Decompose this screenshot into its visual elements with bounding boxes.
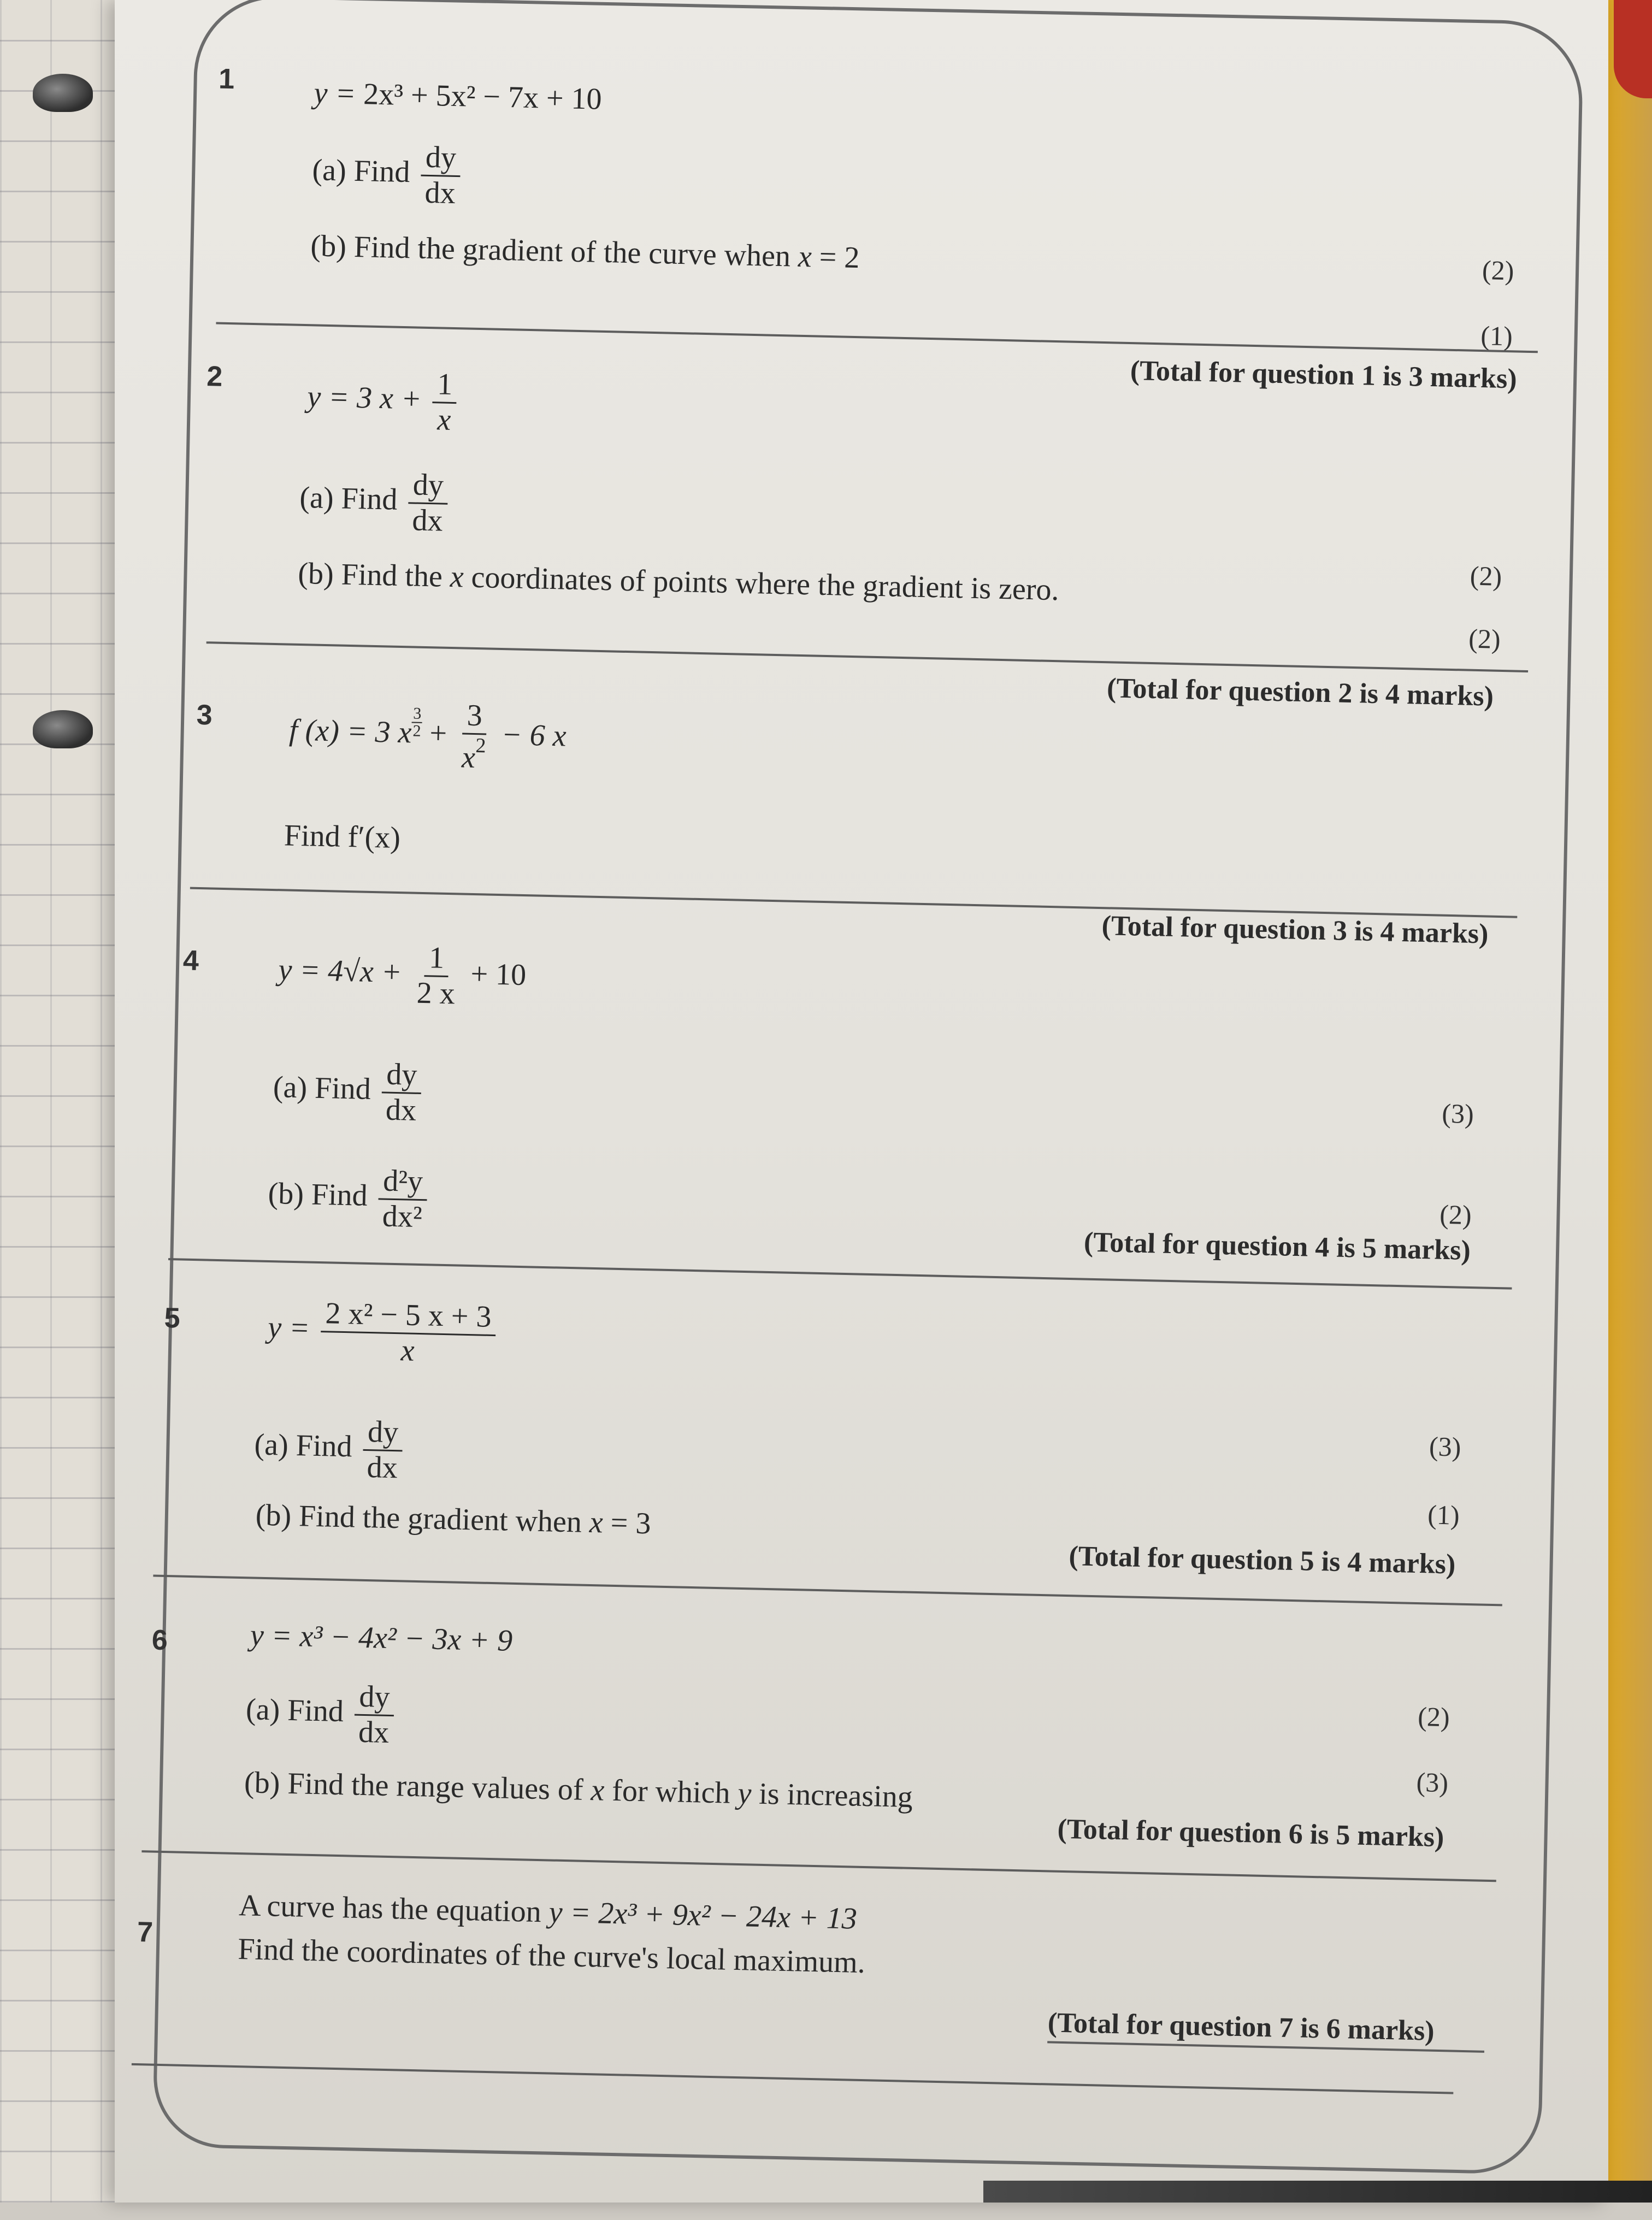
question-4-total: (Total for question 4 is 5 marks)	[1083, 1226, 1471, 1266]
question-6-number: 6	[151, 1624, 168, 1657]
divider	[216, 322, 1538, 353]
question-5-marks-b: (1)	[1427, 1499, 1460, 1531]
q3-plus: +	[429, 716, 447, 751]
q6a-prefix: (a) Find	[245, 1692, 344, 1729]
q2-frac-den: x	[436, 402, 452, 437]
q2b-text: (b) Find the	[297, 556, 443, 594]
question-4-part-a	[272, 1055, 425, 1127]
q6b-mid: for which	[611, 1773, 731, 1810]
q1b-text: (b) Find the gradient of the curve when	[310, 229, 791, 274]
q6b-text: (b) Find the range values of	[244, 1766, 584, 1807]
q6-terms: x³ − 4x² − 3x + 9	[299, 1619, 513, 1658]
question-6-part-a	[245, 1678, 398, 1750]
q3-lhs: f (x) = 3 x	[288, 713, 412, 750]
q4b-dx2: dx²	[382, 1199, 423, 1234]
q4a-prefix: (a) Find	[273, 1070, 371, 1106]
q5b-text: (b) Find the gradient when	[255, 1498, 582, 1539]
q2a-dx: dx	[411, 503, 444, 538]
q5b-var: x	[589, 1505, 604, 1540]
q4-frac-den: 2 x	[416, 976, 456, 1011]
question-7-line1	[239, 1888, 858, 1936]
question-2-number: 2	[206, 361, 223, 393]
question-2-marks-a: (2)	[1470, 560, 1502, 592]
question-1-part-a	[311, 138, 464, 210]
divider	[206, 641, 1529, 672]
q3-exp-num: 3	[412, 705, 423, 723]
q4-tail: + 10	[470, 957, 527, 993]
question-2-equation	[306, 365, 461, 437]
q3-frac-den-exp: 2	[475, 734, 486, 758]
question-2-marks-b: (2)	[1468, 623, 1501, 654]
question-5-part-b	[255, 1498, 651, 1542]
q2b-tail: coordinates of points where the gradient is zero.	[471, 560, 1060, 607]
question-7-line2: Find the coordinates of the curve's local maximum.	[237, 1932, 866, 1980]
q2-lhs: y = 3 x +	[306, 380, 422, 416]
question-2-total: (Total for question 2 is 4 marks)	[1106, 672, 1494, 712]
q4b-prefix: (b) Find	[268, 1176, 368, 1213]
question-1-equation	[314, 75, 602, 116]
q4b-d2y: d²y	[379, 1164, 428, 1201]
question-1-marks-b: (1)	[1480, 320, 1513, 352]
q7-terms: 2x³ + 9x² − 24x + 13	[598, 1896, 858, 1936]
question-4-marks-a: (3)	[1441, 1097, 1474, 1130]
q6b-tail: is increasing	[758, 1776, 913, 1814]
q2-frac-num: 1	[433, 368, 457, 404]
question-4-number: 4	[182, 944, 199, 977]
question-3-find: Find f′(x)	[284, 818, 401, 855]
q3-tail: − 6 x	[501, 718, 567, 753]
q2a-dy: dy	[408, 468, 448, 504]
divider	[153, 1575, 1502, 1607]
q6b-var2: y	[737, 1776, 752, 1811]
q2b-var: x	[450, 559, 464, 594]
q1-lhs: y =	[314, 76, 356, 111]
q4-frac-num: 1	[424, 941, 449, 977]
divider	[190, 887, 1518, 918]
question-3-number: 3	[196, 699, 213, 731]
q5b-tail: = 3	[610, 1505, 652, 1541]
q5a-dy: dy	[363, 1415, 403, 1451]
question-5-number: 5	[164, 1302, 181, 1335]
question-2-part-a	[299, 466, 452, 538]
q5-lhs: y =	[267, 1310, 310, 1345]
question-1-total: (Total for question 1 is 3 marks)	[1130, 355, 1518, 395]
q5a-dx: dx	[367, 1450, 398, 1485]
q4a-dy: dy	[382, 1058, 422, 1094]
question-7-number: 7	[137, 1916, 154, 1949]
q5a-prefix: (a) Find	[254, 1427, 353, 1464]
question-4-part-b	[267, 1162, 430, 1235]
q1a-prefix: (a) Find	[311, 153, 411, 190]
question-4-marks-b: (2)	[1439, 1198, 1472, 1230]
question-5-part-a	[253, 1413, 406, 1485]
divider	[132, 2063, 1454, 2094]
q3-frac-num: 3	[462, 699, 487, 735]
question-1-marks-a: (2)	[1482, 255, 1515, 286]
q6a-dx: dx	[358, 1715, 390, 1750]
question-5-total: (Total for question 5 is 4 marks)	[1068, 1540, 1456, 1580]
q1b-var: x	[798, 239, 812, 274]
q6a-dy: dy	[355, 1680, 394, 1716]
q4a-dx: dx	[385, 1093, 417, 1127]
q4-lhs: y = 4√x +	[278, 953, 403, 990]
question-6-total: (Total for question 6 is 5 marks)	[1057, 1813, 1444, 1853]
q1a-dy: dy	[421, 141, 461, 177]
question-5-marks-a: (3)	[1429, 1431, 1462, 1462]
divider	[141, 1850, 1496, 1882]
question-3-total: (Total for question 3 is 4 marks)	[1101, 910, 1489, 950]
q7-line1: A curve has the equation	[238, 1888, 542, 1929]
question-6-marks-b: (3)	[1416, 1767, 1449, 1798]
q7-lhs: y =	[548, 1895, 592, 1930]
question-1-part-b	[310, 228, 860, 275]
q5-frac-den: x	[400, 1333, 415, 1368]
q6-lhs: y =	[250, 1618, 293, 1654]
question-6-equation	[250, 1617, 512, 1658]
question-3-equation	[288, 695, 567, 777]
question-7-total: (Total for question 7 is 6 marks)	[1047, 2007, 1435, 2047]
q3-exp-den: 2	[412, 722, 421, 740]
question-4-equation	[278, 938, 527, 1012]
question-6-marks-a: (2)	[1417, 1701, 1450, 1733]
question-2-part-b	[298, 556, 1059, 607]
question-6-part-b	[244, 1765, 913, 1815]
q6b-var: x	[590, 1773, 605, 1808]
q1-terms: 2x³ + 5x² − 7x + 10	[363, 77, 603, 116]
q1b-tail: = 2	[819, 240, 860, 275]
question-1-number: 1	[218, 63, 235, 96]
question-5-equation	[267, 1296, 499, 1369]
q3-frac-den-base: x	[461, 740, 476, 775]
q5-frac-num: 2 x² − 5 x + 3	[321, 1297, 496, 1336]
q2a-prefix: (a) Find	[299, 480, 398, 517]
q1a-dx: dx	[424, 175, 456, 210]
